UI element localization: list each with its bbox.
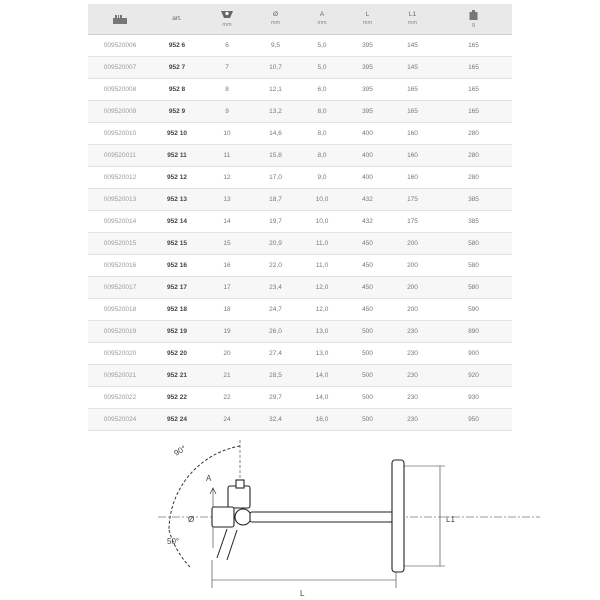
cell-size: 8 — [202, 79, 252, 101]
cell-d: 14,6 — [252, 123, 299, 145]
cell-l1: 175 — [390, 189, 435, 211]
cell-weight: 890 — [435, 321, 512, 343]
cell-weight: 950 — [435, 409, 512, 431]
cell-l1: 145 — [390, 35, 435, 57]
cell-l: 500 — [345, 409, 390, 431]
cell-d: 20,9 — [252, 233, 299, 255]
socket-head — [212, 507, 234, 527]
cell-d: 19,7 — [252, 211, 299, 233]
cell-l: 500 — [345, 321, 390, 343]
cell-size: 18 — [202, 299, 252, 321]
cell-code: 009520017 — [88, 277, 152, 299]
table-row — [88, 167, 512, 189]
header-d: Ø mm — [252, 4, 299, 35]
cell-weight: 930 — [435, 387, 512, 409]
cell-weight: 385 — [435, 189, 512, 211]
cell-a: 5,0 — [299, 57, 345, 79]
cell-code: 009520013 — [88, 189, 152, 211]
swivel-joint — [235, 509, 251, 525]
cell-d: 29,7 — [252, 387, 299, 409]
cell-d: 32,4 — [252, 409, 299, 431]
spec-table-container — [88, 4, 512, 431]
cell-art: 952 6 — [152, 35, 202, 57]
cell-art: 952 13 — [152, 189, 202, 211]
cell-art: 952 17 — [152, 277, 202, 299]
cell-weight: 280 — [435, 167, 512, 189]
cell-d: 24,7 — [252, 299, 299, 321]
cell-d: 27,4 — [252, 343, 299, 365]
header-code — [88, 4, 152, 35]
cell-a: 10,0 — [299, 211, 345, 233]
angle-90-label: 90° — [172, 443, 188, 458]
weight-icon — [468, 9, 479, 21]
cell-art: 952 22 — [152, 387, 202, 409]
cell-l: 432 — [345, 189, 390, 211]
cell-l1: 165 — [390, 79, 435, 101]
cell-l1: 230 — [390, 321, 435, 343]
cell-art: 952 24 — [152, 409, 202, 431]
table-row — [88, 343, 512, 365]
cell-l: 395 — [345, 57, 390, 79]
cell-code: 009520007 — [88, 57, 152, 79]
table-row — [88, 255, 512, 277]
cell-a: 12,0 — [299, 277, 345, 299]
cell-d: 28,5 — [252, 365, 299, 387]
cell-weight: 165 — [435, 101, 512, 123]
cell-art: 952 8 — [152, 79, 202, 101]
cell-art: 952 9 — [152, 101, 202, 123]
cell-l1: 160 — [390, 145, 435, 167]
table-header-row — [88, 4, 512, 35]
cell-l: 450 — [345, 299, 390, 321]
cell-l: 450 — [345, 255, 390, 277]
header-l1: L1 mm — [390, 4, 435, 35]
cell-weight: 165 — [435, 35, 512, 57]
table-row — [88, 321, 512, 343]
cell-art: 952 18 — [152, 299, 202, 321]
table-row — [88, 57, 512, 79]
socket-icon — [220, 9, 234, 21]
cell-l: 500 — [345, 343, 390, 365]
cell-art: 952 19 — [152, 321, 202, 343]
table-row — [88, 387, 512, 409]
technical-drawing — [0, 430, 600, 600]
spec-table — [88, 4, 512, 431]
table-row — [88, 189, 512, 211]
cell-l1: 145 — [390, 57, 435, 79]
cell-code: 009520009 — [88, 101, 152, 123]
cell-d: 9,5 — [252, 35, 299, 57]
cell-d: 12,1 — [252, 79, 299, 101]
cell-l: 450 — [345, 233, 390, 255]
dimension-d-label: Ø — [188, 515, 195, 524]
cell-a: 6,0 — [299, 79, 345, 101]
cell-weight: 385 — [435, 211, 512, 233]
cell-a: 8,0 — [299, 101, 345, 123]
cell-code: 009520008 — [88, 79, 152, 101]
cell-art: 952 11 — [152, 145, 202, 167]
header-art: art. — [152, 4, 202, 35]
cell-size: 10 — [202, 123, 252, 145]
cell-a: 12,0 — [299, 299, 345, 321]
table-row — [88, 233, 512, 255]
cell-l: 500 — [345, 387, 390, 409]
angle-arc-50 — [169, 530, 190, 567]
cell-a: 8,0 — [299, 123, 345, 145]
table-row — [88, 79, 512, 101]
cell-d: 17,0 — [252, 167, 299, 189]
header-a: A mm — [299, 4, 345, 35]
cell-d: 15,8 — [252, 145, 299, 167]
table-row — [88, 211, 512, 233]
cell-code: 009520015 — [88, 233, 152, 255]
cell-code: 009520011 — [88, 145, 152, 167]
cell-size: 14 — [202, 211, 252, 233]
cell-code: 009520010 — [88, 123, 152, 145]
header-weight: g — [435, 4, 512, 35]
cell-l: 395 — [345, 79, 390, 101]
cell-l1: 160 — [390, 123, 435, 145]
cell-weight: 920 — [435, 365, 512, 387]
cell-a: 5,0 — [299, 35, 345, 57]
cell-code: 009520016 — [88, 255, 152, 277]
cell-weight: 165 — [435, 57, 512, 79]
table-row — [88, 101, 512, 123]
table-row — [88, 409, 512, 431]
barcode-box-icon — [112, 14, 128, 25]
cell-code: 009520019 — [88, 321, 152, 343]
cell-size: 6 — [202, 35, 252, 57]
t-crossbar — [392, 460, 404, 572]
cell-l: 432 — [345, 211, 390, 233]
cell-code: 009520006 — [88, 35, 152, 57]
cell-art: 952 16 — [152, 255, 202, 277]
cell-a: 11,0 — [299, 255, 345, 277]
cell-l: 400 — [345, 167, 390, 189]
cell-l1: 200 — [390, 233, 435, 255]
cell-a: 8,0 — [299, 145, 345, 167]
cell-l1: 230 — [390, 409, 435, 431]
cell-size: 24 — [202, 409, 252, 431]
cell-weight: 900 — [435, 343, 512, 365]
cell-l1: 230 — [390, 343, 435, 365]
cell-code: 009520018 — [88, 299, 152, 321]
dimension-a-label: A — [206, 474, 212, 483]
cell-art: 952 20 — [152, 343, 202, 365]
header-l: L mm — [345, 4, 390, 35]
cell-size: 17 — [202, 277, 252, 299]
cell-size: 7 — [202, 57, 252, 79]
table-row — [88, 123, 512, 145]
angle-50-label: 50° — [167, 537, 180, 546]
table-row — [88, 277, 512, 299]
cell-l1: 230 — [390, 365, 435, 387]
cell-l: 395 — [345, 101, 390, 123]
cell-art: 952 10 — [152, 123, 202, 145]
dimension-l-label: L — [300, 589, 305, 598]
cell-code: 009520012 — [88, 167, 152, 189]
table-row — [88, 365, 512, 387]
cell-d: 26,0 — [252, 321, 299, 343]
cell-l: 400 — [345, 123, 390, 145]
shaft — [250, 512, 396, 522]
cell-l: 450 — [345, 277, 390, 299]
cell-weight: 280 — [435, 145, 512, 167]
cell-a: 13,0 — [299, 343, 345, 365]
cell-d: 18,7 — [252, 189, 299, 211]
cell-a: 10,0 — [299, 189, 345, 211]
cell-size: 15 — [202, 233, 252, 255]
tilted-socket-outline — [217, 529, 227, 558]
cell-weight: 580 — [435, 255, 512, 277]
cell-size: 22 — [202, 387, 252, 409]
cell-l1: 230 — [390, 387, 435, 409]
cell-size: 9 — [202, 101, 252, 123]
table-row — [88, 299, 512, 321]
cell-a: 16,0 — [299, 409, 345, 431]
table-row — [88, 35, 512, 57]
cell-l1: 200 — [390, 299, 435, 321]
cell-d: 10,7 — [252, 57, 299, 79]
cell-size: 16 — [202, 255, 252, 277]
cell-size: 21 — [202, 365, 252, 387]
cell-a: 13,0 — [299, 321, 345, 343]
table-body — [88, 35, 512, 431]
cell-size: 19 — [202, 321, 252, 343]
t-handle-wrench-drawing — [212, 460, 404, 572]
cell-code: 009520020 — [88, 343, 152, 365]
cell-size: 13 — [202, 189, 252, 211]
cell-a: 11,0 — [299, 233, 345, 255]
cell-l1: 165 — [390, 101, 435, 123]
cell-weight: 580 — [435, 233, 512, 255]
cell-l1: 175 — [390, 211, 435, 233]
cell-art: 952 14 — [152, 211, 202, 233]
cell-size: 11 — [202, 145, 252, 167]
table-row — [88, 145, 512, 167]
cell-l: 500 — [345, 365, 390, 387]
cell-l: 400 — [345, 145, 390, 167]
cell-art: 952 15 — [152, 233, 202, 255]
cell-code: 009520021 — [88, 365, 152, 387]
cell-art: 952 21 — [152, 365, 202, 387]
cell-a: 14,0 — [299, 365, 345, 387]
cell-d: 23,4 — [252, 277, 299, 299]
cell-d: 22,0 — [252, 255, 299, 277]
cell-weight: 165 — [435, 79, 512, 101]
cell-weight: 280 — [435, 123, 512, 145]
cell-a: 9,0 — [299, 167, 345, 189]
cell-size: 20 — [202, 343, 252, 365]
header-size: mm — [202, 4, 252, 35]
cell-code: 009520024 — [88, 409, 152, 431]
tilted-socket — [228, 486, 250, 508]
cell-size: 12 — [202, 167, 252, 189]
cell-code: 009520014 — [88, 211, 152, 233]
cell-l1: 200 — [390, 277, 435, 299]
cell-art: 952 7 — [152, 57, 202, 79]
dimension-l1-label: L1 — [446, 515, 455, 524]
cell-weight: 590 — [435, 299, 512, 321]
cell-art: 952 12 — [152, 167, 202, 189]
cell-weight: 580 — [435, 277, 512, 299]
cell-l: 395 — [345, 35, 390, 57]
cell-l1: 200 — [390, 255, 435, 277]
cell-a: 14,0 — [299, 387, 345, 409]
cell-code: 009520022 — [88, 387, 152, 409]
cell-d: 13,2 — [252, 101, 299, 123]
cell-l1: 160 — [390, 167, 435, 189]
